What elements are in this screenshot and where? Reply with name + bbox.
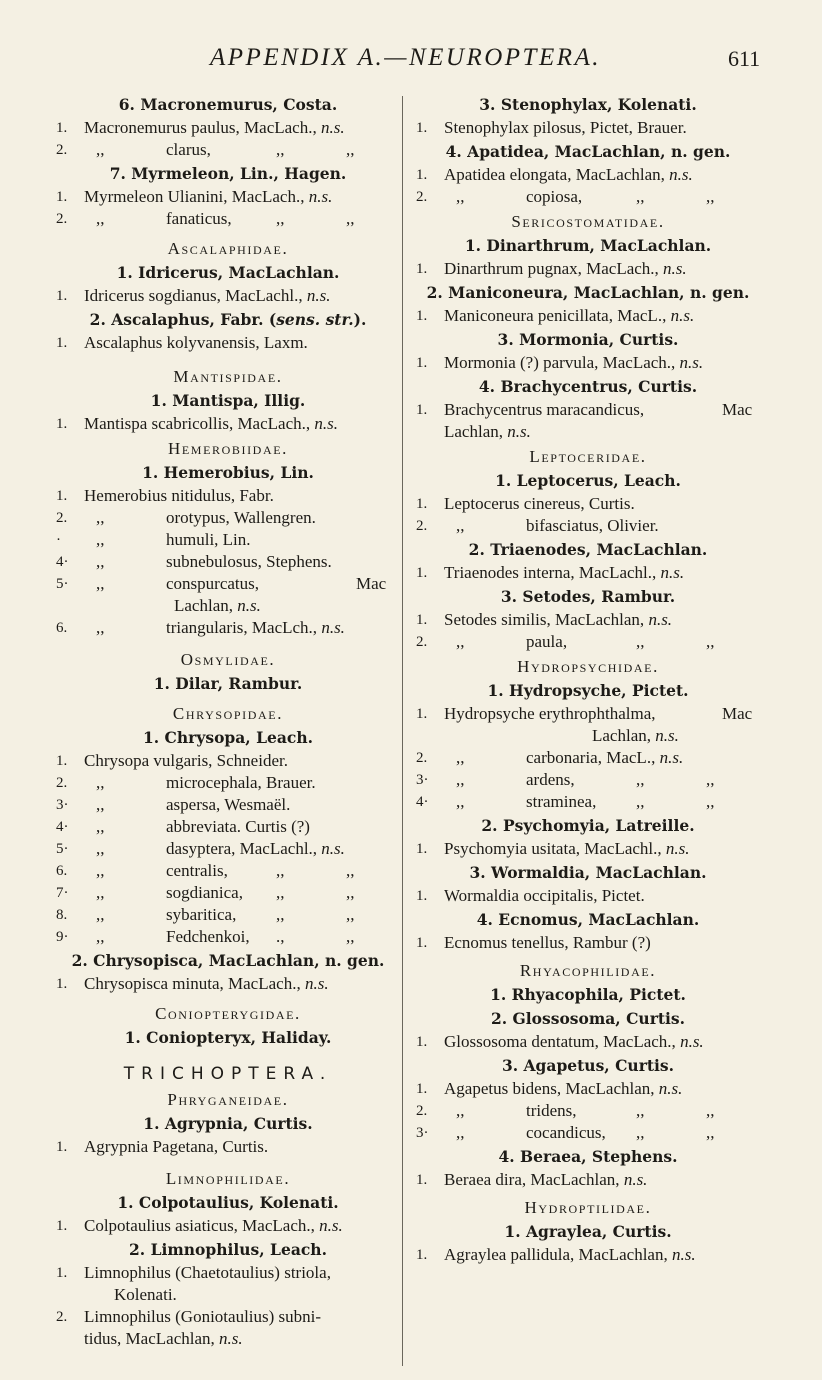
- species-entry: [416, 562, 760, 584]
- entry-number: 1.: [416, 612, 428, 628]
- species-entry: [416, 631, 760, 653]
- running-title: APPENDIX A.—NEUROPTERA.: [210, 44, 602, 71]
- ditto-mark: ,,: [96, 552, 105, 571]
- species-entry: [56, 1306, 400, 1328]
- entry-number: 1.: [416, 120, 428, 136]
- species-text: Limnophilus (Goniotaulius) subni-: [84, 1307, 322, 1326]
- species-text: Maniconeura penicillata, MacL., n.s.: [444, 306, 695, 325]
- genus-heading: 1. Dinarthrum, MacLachlan.: [464, 236, 712, 255]
- species-text: Apatidea elongata, MacLachlan, n.s.: [444, 165, 693, 184]
- species-text: conspurcatus,: [166, 574, 260, 593]
- ditto-mark: .,: [276, 927, 285, 946]
- ditto-mark: ,,: [346, 905, 355, 924]
- species-entry: [56, 186, 400, 208]
- species-entry: [56, 485, 400, 507]
- species-entry: [416, 1244, 760, 1266]
- species-entry: [56, 904, 400, 926]
- species-entry: [416, 747, 760, 769]
- species-text: Agrypnia Pagetana, Curtis.: [84, 1137, 269, 1156]
- species-text: bifasciatus, Olivier.: [526, 516, 659, 535]
- right-column: [416, 92, 760, 1266]
- species-entry: [416, 769, 760, 791]
- species-text: Myrmeleon Ulianini, MacLach., n.s.: [84, 187, 333, 206]
- species-entry: [416, 791, 760, 813]
- species-text: Ecnomus tenellus, Rambur (?): [444, 933, 651, 952]
- species-text: ardens,: [526, 770, 575, 789]
- ditto-mark: ,,: [276, 905, 285, 924]
- genus-heading: 1. Mantispa, Illig.: [150, 391, 306, 410]
- species-text: Dinarthrum pugnax, MacLach., n.s.: [444, 259, 687, 278]
- ditto-mark: ,,: [706, 1123, 715, 1142]
- entry-number: ·: [56, 532, 61, 548]
- species-entry: [56, 529, 400, 551]
- entry-number: 6.: [56, 620, 68, 636]
- species-entry: [56, 285, 400, 307]
- entry-number: 1.: [56, 1265, 68, 1281]
- ditto-mark: ,,: [346, 927, 355, 946]
- entry-number: 1.: [416, 308, 428, 324]
- ditto-mark: ,,: [96, 618, 105, 637]
- species-entry: [56, 1136, 400, 1158]
- family-heading: Limnophilidae.: [165, 1169, 291, 1188]
- species-text: Stenophylax pilosus, Pictet, Brauer.: [444, 118, 687, 137]
- ditto-mark: ,,: [456, 632, 465, 651]
- species-entry: [56, 838, 400, 860]
- species-entry: [56, 332, 400, 354]
- species-entry: [56, 507, 400, 529]
- entry-number: 9·: [56, 929, 69, 945]
- ditto-mark: ,,: [456, 1123, 465, 1142]
- entry-number: 1.: [416, 261, 428, 277]
- species-text: Chrysopa vulgaris, Schneider.: [84, 751, 288, 770]
- entry-continuation: tidus, MacLachlan, n.s.: [84, 1329, 243, 1348]
- genus-heading: 7. Myrmeleon, Lin., Hagen.: [109, 164, 347, 183]
- species-entry: [416, 1122, 760, 1144]
- genus-heading: 2. Chrysopisca, MacLachlan, n. gen.: [71, 951, 385, 970]
- genus-heading: 4. Brachycentrus, Curtis.: [478, 377, 698, 396]
- ditto-mark: ,,: [276, 883, 285, 902]
- species-text: abbreviata. Curtis (?): [166, 817, 310, 836]
- genus-heading: 1. Coniopteryx, Haliday.: [124, 1028, 332, 1047]
- species-entry: [416, 186, 760, 208]
- entry-number: 1.: [416, 167, 428, 183]
- entry-number: 1.: [56, 1139, 68, 1155]
- ditto-mark: ,,: [346, 209, 355, 228]
- genus-heading: 4. Beraea, Stephens.: [498, 1147, 678, 1166]
- genus-heading: 1. Hemerobius, Lin.: [142, 463, 314, 482]
- entry-number: 2.: [416, 1103, 428, 1119]
- genus-heading: 3. Stenophylax, Kolenati.: [479, 95, 697, 114]
- species-text: Wormaldia occipitalis, Pictet.: [444, 886, 645, 905]
- ditto-mark: ,,: [636, 187, 645, 206]
- species-entry: [416, 1031, 760, 1053]
- ditto-mark: ,,: [96, 905, 105, 924]
- entry-number: 1.: [56, 1218, 68, 1234]
- left-column: [56, 92, 400, 1350]
- entry-number: 4·: [56, 819, 69, 835]
- species-text: Limnophilus (Chaetotaulius) striola,: [84, 1263, 331, 1282]
- species-entry: [416, 1100, 760, 1122]
- family-heading: Leptoceridae.: [529, 447, 647, 466]
- entry-number: 2.: [416, 750, 428, 766]
- ditto-mark: ,,: [636, 632, 645, 651]
- entry-continuation: Kolenati.: [114, 1285, 177, 1304]
- entry-number: 8.: [56, 907, 68, 923]
- entry-number: 1.: [416, 1247, 428, 1263]
- ditto-mark: ,,: [456, 516, 465, 535]
- entry-number: 6.: [56, 863, 68, 879]
- genus-heading: 1. Colpotaulius, Kolenati.: [117, 1193, 339, 1212]
- entry-number: 1.: [416, 402, 428, 418]
- family-heading: Mantispidae.: [173, 367, 283, 386]
- entry-number: 4·: [416, 794, 429, 810]
- species-text-end: Mac: [722, 704, 753, 723]
- genus-heading: 1. Hydropsyche, Pictet.: [487, 681, 689, 700]
- species-entry: [416, 258, 760, 280]
- species-entry: [416, 703, 760, 725]
- entry-number: 1.: [56, 288, 68, 304]
- ditto-mark: ,,: [706, 792, 715, 811]
- ditto-mark: ,,: [96, 574, 105, 593]
- ditto-mark: ,,: [276, 861, 285, 880]
- species-text: Idricerus sogdianus, MacLachl., n.s.: [84, 286, 331, 305]
- ditto-mark: ,,: [456, 748, 465, 767]
- species-text: copiosa,: [526, 187, 583, 206]
- entry-continuation: Lachlan, n.s.: [444, 422, 531, 441]
- species-entry: [56, 926, 400, 948]
- genus-heading: 2. Triaenodes, MacLachlan.: [468, 540, 708, 559]
- ditto-mark: ,,: [96, 773, 105, 792]
- species-text: Mantispa scabricollis, MacLach., n.s.: [84, 414, 338, 433]
- ditto-mark: ,,: [456, 792, 465, 811]
- species-text: clarus,: [166, 140, 211, 159]
- entry-number: 1.: [416, 496, 428, 512]
- species-text: Setodes similis, MacLachlan, n.s.: [444, 610, 673, 629]
- entry-number: 2.: [56, 211, 68, 227]
- entry-number: 1.: [56, 120, 68, 136]
- species-text: Psychomyia usitata, MacLachl., n.s.: [444, 839, 690, 858]
- genus-heading: 2. Ascalaphus, Fabr. (sens. str.).: [89, 310, 367, 329]
- species-text: Glossosoma dentatum, MacLach., n.s.: [444, 1032, 704, 1051]
- species-text: fanaticus,: [166, 209, 232, 228]
- species-text: sybaritica,: [166, 905, 237, 924]
- ditto-mark: ,,: [706, 770, 715, 789]
- family-heading: Hemerobiidae.: [168, 439, 288, 458]
- genus-heading: 3. Wormaldia, MacLachlan.: [469, 863, 707, 882]
- entry-continuation: Lachlan, n.s.: [174, 596, 261, 615]
- entry-number: 1.: [56, 976, 68, 992]
- entry-number: 7·: [56, 885, 69, 901]
- genus-heading: 6. Macronemurus, Costa.: [118, 95, 338, 114]
- species-text: Leptocerus cinereus, Curtis.: [444, 494, 635, 513]
- species-text: Mormonia (?) parvula, MacLach., n.s.: [444, 353, 704, 372]
- ditto-mark: ,,: [636, 1101, 645, 1120]
- family-heading: Hydropsychidae.: [517, 657, 659, 676]
- species-text: orotypus, Wallengren.: [166, 508, 316, 527]
- entry-number: 5·: [56, 576, 69, 592]
- species-text: Colpotaulius asiaticus, MacLach., n.s.: [84, 1216, 343, 1235]
- species-text: subnebulosus, Stephens.: [166, 552, 332, 571]
- species-text: centralis,: [166, 861, 228, 880]
- species-entry: [56, 882, 400, 904]
- species-entry: [416, 932, 760, 954]
- ditto-mark: ,,: [96, 508, 105, 527]
- genus-heading: 4. Apatidea, MacLachlan, n. gen.: [445, 142, 731, 161]
- column-divider: [402, 96, 403, 1366]
- species-entry: [56, 617, 400, 639]
- species-text: Ascalaphus kolyvanensis, Laxm.: [84, 333, 308, 352]
- genus-heading: 1. Agrypnia, Curtis.: [143, 1114, 313, 1133]
- species-text: humuli, Lin.: [166, 530, 251, 549]
- ditto-mark: ,,: [96, 861, 105, 880]
- species-text: Chrysopisca minuta, MacLach., n.s.: [84, 974, 329, 993]
- genus-heading: 3. Agapetus, Curtis.: [501, 1056, 675, 1075]
- ditto-mark: ,,: [276, 209, 285, 228]
- species-entry: [416, 885, 760, 907]
- genus-heading: 2. Limnophilus, Leach.: [129, 1240, 327, 1259]
- ditto-mark: ,,: [96, 795, 105, 814]
- species-entry: [416, 1078, 760, 1100]
- species-entry: [56, 750, 400, 772]
- ditto-mark: ,,: [456, 187, 465, 206]
- entry-number: 1.: [56, 416, 68, 432]
- ditto-mark: ,,: [276, 140, 285, 159]
- species-text: microcephala, Brauer.: [166, 773, 316, 792]
- species-entry: [56, 551, 400, 573]
- ditto-mark: ,,: [96, 883, 105, 902]
- entry-number: 1.: [416, 1034, 428, 1050]
- entry-number: 1.: [56, 488, 68, 504]
- entry-number: 1.: [416, 565, 428, 581]
- species-entry: [416, 493, 760, 515]
- species-text-end: Mac: [356, 574, 387, 593]
- species-text: Hemerobius nitidulus, Fabr.: [84, 486, 274, 505]
- ditto-mark: ,,: [96, 140, 105, 159]
- genus-heading: 2. Maniconeura, MacLachlan, n. gen.: [426, 283, 750, 302]
- entry-number: 1.: [416, 355, 428, 371]
- ditto-mark: ,,: [346, 883, 355, 902]
- entry-number: 1.: [416, 1172, 428, 1188]
- species-text: carbonaria, MacL., n.s.: [526, 748, 684, 767]
- genus-heading: 1. Rhyacophila, Pictet.: [490, 985, 686, 1004]
- genus-heading: 1. Idricerus, MacLachlan.: [116, 263, 340, 282]
- species-entry: [416, 399, 760, 421]
- species-entry: [56, 117, 400, 139]
- genus-heading: 3. Mormonia, Curtis.: [497, 330, 679, 349]
- entry-number: 1.: [416, 888, 428, 904]
- species-entry: [56, 1215, 400, 1237]
- species-entry: [56, 973, 400, 995]
- species-text: cocandicus,: [526, 1123, 606, 1142]
- family-heading: Osmylidae.: [180, 650, 276, 669]
- family-heading: Sericostomatidae.: [511, 212, 665, 231]
- genus-heading: 2. Psychomyia, Latreille.: [481, 816, 695, 835]
- species-text: sogdianica,: [166, 883, 243, 902]
- species-text: Brachycentrus maracandicus,: [444, 400, 645, 419]
- species-entry: [56, 794, 400, 816]
- entry-number: 2.: [416, 518, 428, 534]
- ditto-mark: ,,: [96, 839, 105, 858]
- genus-heading: 1. Chrysopa, Leach.: [142, 728, 313, 747]
- entry-number: 2.: [416, 634, 428, 650]
- species-text: aspersa, Wesmaël.: [166, 795, 291, 814]
- species-entry: [56, 816, 400, 838]
- genus-heading: 1. Dilar, Rambur.: [153, 674, 303, 693]
- genus-heading: 3. Setodes, Rambur.: [500, 587, 676, 606]
- species-text: dasyptera, MacLachl., n.s.: [166, 839, 345, 858]
- species-text-end: Mac: [722, 400, 753, 419]
- ditto-mark: ,,: [96, 817, 105, 836]
- entry-number: 1.: [56, 753, 68, 769]
- entry-number: 1.: [416, 841, 428, 857]
- genus-heading: 1. Leptocerus, Leach.: [495, 471, 681, 490]
- ditto-mark: ,,: [636, 1123, 645, 1142]
- species-entry: [416, 352, 760, 374]
- ditto-mark: ,,: [636, 770, 645, 789]
- ditto-mark: ,,: [346, 140, 355, 159]
- ditto-mark: ,,: [96, 927, 105, 946]
- species-entry: [416, 1169, 760, 1191]
- entry-number: 3·: [416, 1125, 429, 1141]
- family-heading: Chrysopidae.: [172, 704, 284, 723]
- ditto-mark: ,,: [96, 209, 105, 228]
- family-heading: Coniopterygidae.: [155, 1004, 301, 1023]
- species-entry: [416, 305, 760, 327]
- ditto-mark: ,,: [346, 861, 355, 880]
- species-text: Agraylea pallidula, MacLachlan, n.s.: [444, 1245, 696, 1264]
- species-text: Fedchenkoi,: [166, 927, 250, 946]
- ditto-mark: ,,: [706, 632, 715, 651]
- entry-number: 2.: [56, 1309, 68, 1325]
- entry-number: 2.: [56, 510, 68, 526]
- species-text: Agapetus bidens, MacLachlan, n.s.: [444, 1079, 683, 1098]
- entry-number: 2.: [416, 189, 428, 205]
- entry-continuation: Lachlan, n.s.: [592, 726, 679, 745]
- running-header: [0, 44, 822, 80]
- species-text: Triaenodes interna, MacLachl., n.s.: [444, 563, 685, 582]
- species-entry: [56, 139, 400, 161]
- species-entry: [416, 515, 760, 537]
- species-entry: [416, 117, 760, 139]
- species-entry: [56, 573, 400, 595]
- genus-heading: 1. Agraylea, Curtis.: [504, 1222, 672, 1241]
- species-text: Macronemurus paulus, MacLach., n.s.: [84, 118, 345, 137]
- entry-number: 1.: [416, 1081, 428, 1097]
- family-heading: Ascalaphidae.: [167, 239, 289, 258]
- species-entry: [416, 164, 760, 186]
- species-entry: [56, 208, 400, 230]
- species-text: tridens,: [526, 1101, 577, 1120]
- ditto-mark: ,,: [456, 770, 465, 789]
- entry-number: 1.: [56, 189, 68, 205]
- ditto-mark: ,,: [636, 792, 645, 811]
- species-entry: [56, 1262, 400, 1284]
- species-text: Hydropsyche erythrophthalma,: [444, 704, 656, 723]
- species-text: triangularis, MacLch., n.s.: [166, 618, 345, 637]
- ditto-mark: ,,: [96, 530, 105, 549]
- family-heading: Hydroptilidae.: [524, 1198, 652, 1217]
- entry-number: 1.: [416, 706, 428, 722]
- entry-number: 3·: [416, 772, 429, 788]
- species-entry: [416, 838, 760, 860]
- species-entry: [416, 609, 760, 631]
- entry-number: 1.: [56, 335, 68, 351]
- entry-number: 2.: [56, 142, 68, 158]
- genus-heading: 2. Glossosoma, Curtis.: [490, 1009, 686, 1028]
- entry-number: 5·: [56, 841, 69, 857]
- species-entry: [56, 860, 400, 882]
- family-heading: Phryganeidae.: [167, 1090, 289, 1109]
- ditto-mark: ,,: [706, 1101, 715, 1120]
- ditto-mark: ,,: [706, 187, 715, 206]
- species-entry: [56, 772, 400, 794]
- family-heading: Rhyacophilidae.: [519, 961, 657, 980]
- species-text: straminea,: [526, 792, 597, 811]
- entry-number: 4·: [56, 554, 69, 570]
- entry-number: 2.: [56, 775, 68, 791]
- order-heading: TRICHOPTERA.: [123, 1064, 333, 1084]
- ditto-mark: ,,: [456, 1101, 465, 1120]
- species-text: paula,: [526, 632, 568, 651]
- species-text: Beraea dira, MacLachlan, n.s.: [444, 1170, 648, 1189]
- genus-heading: 4. Ecnomus, MacLachlan.: [476, 910, 700, 929]
- entry-number: 3·: [56, 797, 69, 813]
- entry-number: 1.: [416, 935, 428, 951]
- species-entry: [56, 413, 400, 435]
- page-number: 611: [728, 46, 761, 71]
